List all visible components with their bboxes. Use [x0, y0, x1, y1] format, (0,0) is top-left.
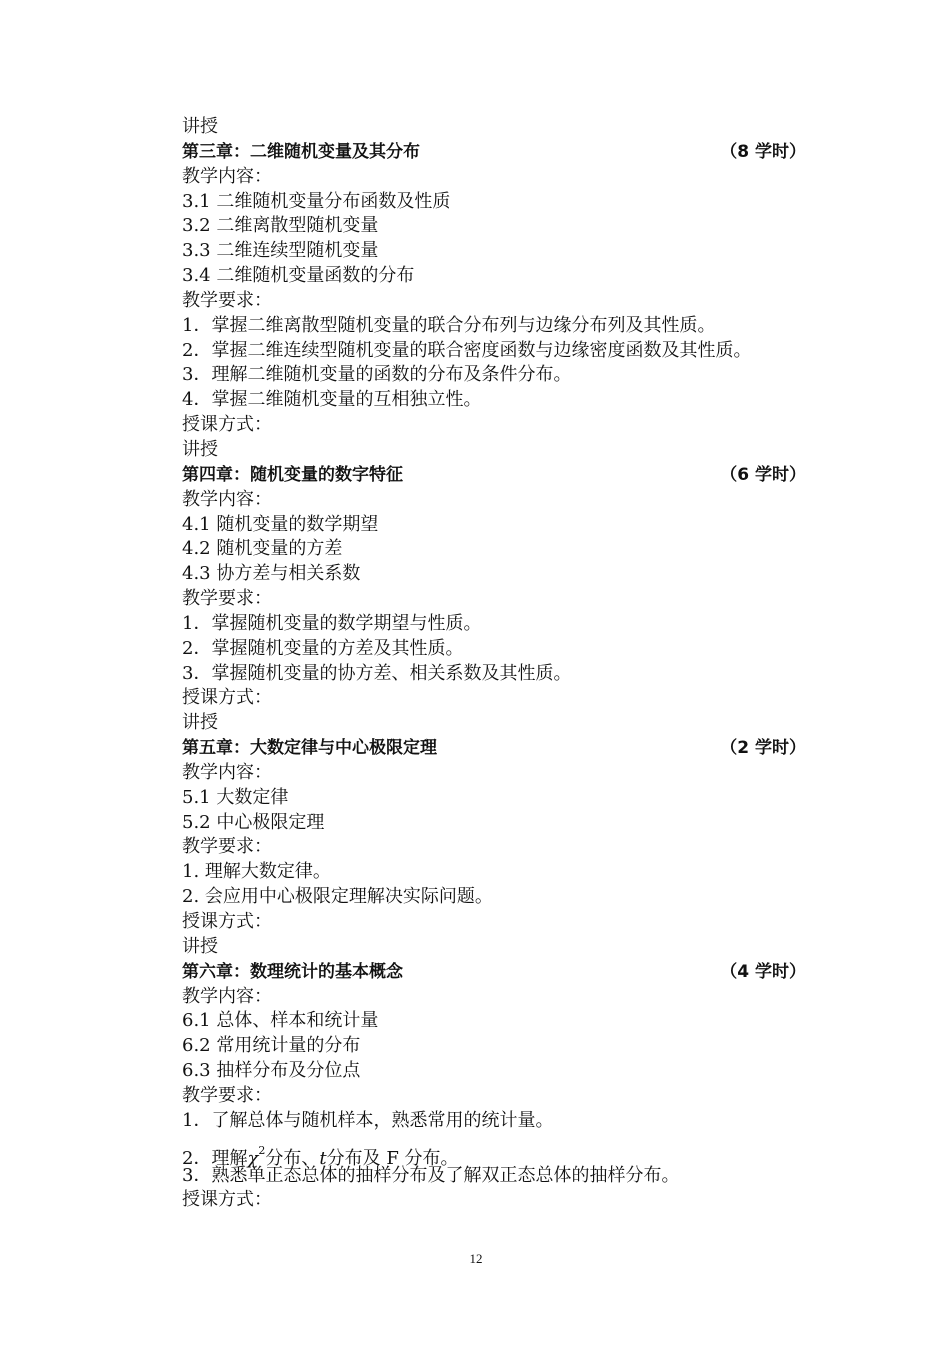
- requirements-label: 教学要求：: [182, 836, 272, 858]
- requirement-item: 2．掌握二维连续型随机变量的联合密度函数与边缘密度函数及其性质。: [182, 339, 752, 361]
- page-content: [182, 115, 812, 1213]
- content-item: 4.1 随机变量的数学期望: [182, 513, 379, 535]
- content-item: 6.3 抽样分布及分位点: [182, 1060, 361, 1082]
- chapter-5-hours: （2 学时）: [720, 738, 806, 759]
- requirements-label: 教学要求：: [182, 588, 272, 610]
- content-item: 6.1 总体、样本和统计量: [182, 1010, 379, 1032]
- content-item: 3.1 二维随机变量分布函数及性质: [182, 190, 451, 212]
- chapter-4-heading: [182, 463, 812, 488]
- method-text: 讲授: [182, 712, 218, 734]
- req2-mid: 分布、: [265, 1147, 320, 1169]
- requirement-item-distributions: [182, 1134, 812, 1169]
- chapter-6-title: 第六章：数理统计的基本概念: [182, 961, 403, 982]
- content-item: 3.4 二维随机变量函数的分布: [182, 265, 415, 287]
- chapter-3-title: 第三章：二维随机变量及其分布: [182, 141, 420, 162]
- method-label: 授课方式：: [182, 911, 272, 932]
- requirements-label: 教学要求：: [182, 1084, 272, 1106]
- chapter-3-heading: [182, 140, 812, 165]
- chapter-6-heading: [182, 960, 812, 985]
- content-item: 4.3 协方差与相关系数: [182, 563, 361, 585]
- method-text: 讲授: [182, 438, 218, 460]
- content-item: 6.2 常用统计量的分布: [182, 1035, 361, 1057]
- requirement-item: 1．掌握二维离散型随机变量的联合分布列与边缘分布列及其性质。: [182, 314, 716, 336]
- chapter-6-hours: （4 学时）: [720, 961, 806, 982]
- content-item: 5.2 中心极限定理: [182, 811, 325, 833]
- chapter-4-title: 第四章：随机变量的数字特征: [182, 464, 403, 485]
- t-symbol: t: [319, 1147, 327, 1169]
- req2-prefix: 2．理解: [182, 1147, 248, 1169]
- content-item: 3.3 二维连续型随机变量: [182, 240, 379, 262]
- requirement-item: 1．掌握随机变量的数学期望与性质。: [182, 612, 482, 634]
- requirement-item: 3．掌握随机变量的协方差、相关系数及其性质。: [182, 662, 572, 684]
- method-label: 授课方式：: [182, 414, 272, 436]
- chapter-5-title: 第五章：大数定律与中心极限定理: [182, 738, 437, 759]
- requirements-label: 教学要求：: [182, 289, 272, 311]
- content-item: 5.1 大数定律: [182, 786, 289, 808]
- requirement-item: 3．理解二维随机变量的函数的分布及条件分布。: [182, 364, 572, 386]
- chapter-3-hours: （8 学时）: [720, 141, 806, 162]
- content-item: 3.2 二维离散型随机变量: [182, 215, 379, 237]
- content-label: 教学内容：: [182, 488, 272, 510]
- content-item: 4.2 随机变量的方差: [182, 538, 343, 560]
- method-label: 授课方式：: [182, 687, 272, 709]
- requirement-item: 1．了解总体与随机样本，熟悉常用的统计量。: [182, 1109, 554, 1131]
- method-label: 授课方式：: [182, 1189, 272, 1211]
- page-number: 12: [469, 1251, 483, 1266]
- requirement-item: 2．掌握随机变量的方差及其性质。: [182, 637, 464, 659]
- content-label: 教学内容：: [182, 761, 272, 783]
- method-text: 讲授: [182, 935, 218, 957]
- chi-symbol: χ: [247, 1147, 259, 1169]
- content-label: 教学内容：: [182, 165, 272, 187]
- teaching-method-text: 讲授: [182, 116, 218, 137]
- chapter-4-hours: （6 学时）: [720, 464, 806, 485]
- chi-superscript: 2: [258, 1143, 266, 1157]
- requirement-item: 2. 会应用中心极限定理解决实际问题。: [182, 886, 493, 908]
- content-label: 教学内容：: [182, 985, 272, 1007]
- req2-suffix: 分布及 F 分布。: [326, 1147, 459, 1169]
- requirement-item: 1. 理解大数定律。: [182, 861, 331, 883]
- chapter-5-heading: [182, 736, 812, 761]
- requirement-item: 3．熟悉单正态总体的抽样分布及了解双正态总体的抽样分布。: [182, 1164, 680, 1186]
- requirement-item: 4．掌握二维随机变量的互相独立性。: [182, 389, 482, 411]
